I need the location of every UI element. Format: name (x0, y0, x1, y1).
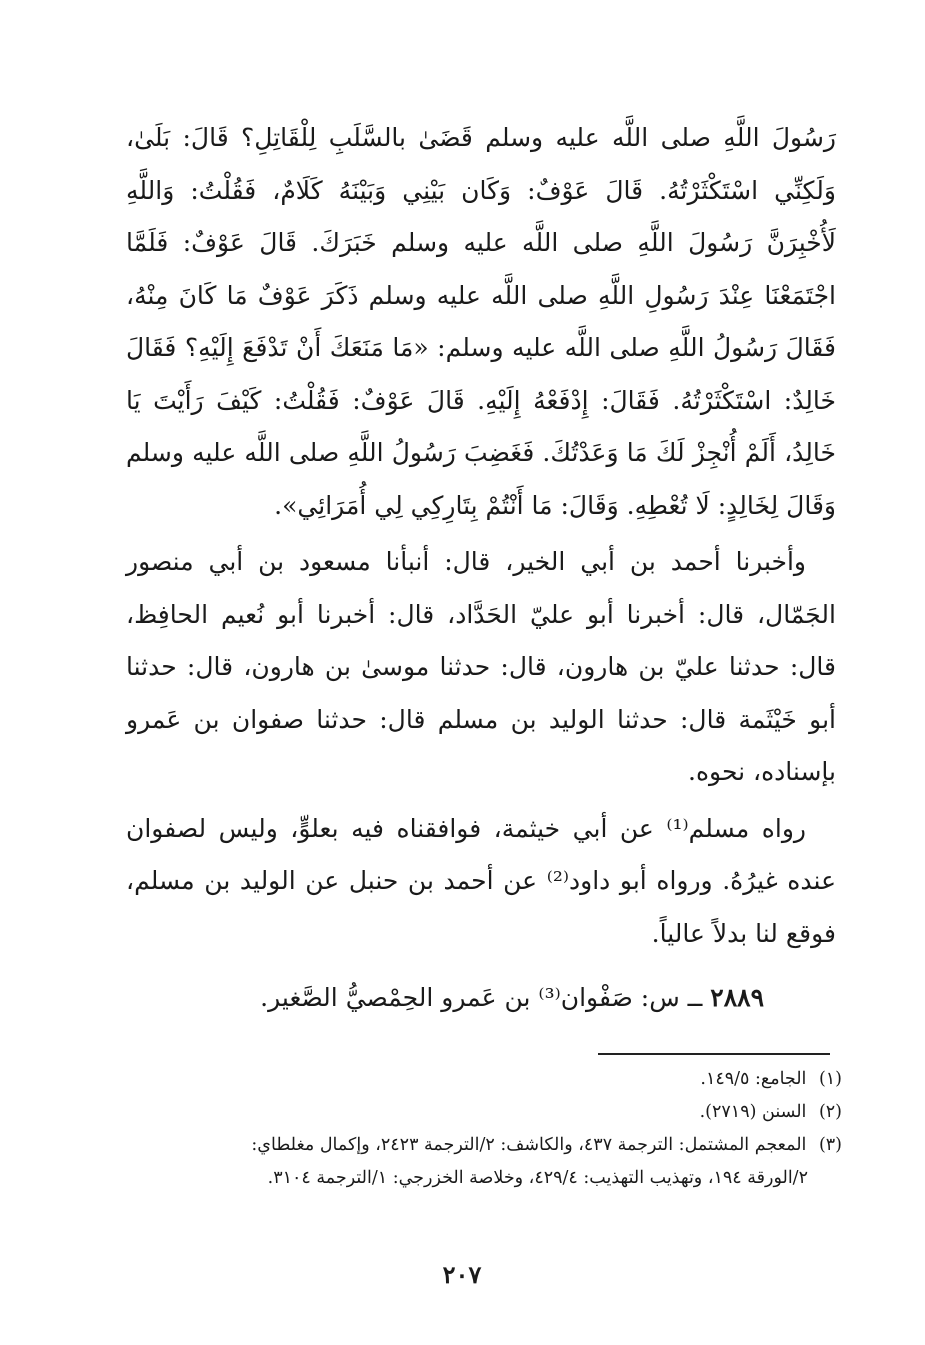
entry-title: ــ س: صَفْوان⁽³⁾ بن عَمرو الحِمْصيُّ الصَّغير. (260, 983, 703, 1012)
main-text (126, 112, 836, 960)
footnote-marker: (١) (818, 1069, 842, 1089)
footnote-marker: (٣) (818, 1135, 842, 1155)
footnote-divider (598, 1053, 830, 1055)
page-number: ٢٠٧ (442, 1260, 482, 1289)
footnotes (126, 1063, 842, 1195)
hadith-paragraph: رَسُولَ اللَّهِ صلى اللَّه عليه وسلم قَضَىٰ بالسَّلَبِ لِلْقَاتِلِ؟ قَالَ: بَلَىٰ، وَلَكِنِّي اسْتَكْثَرْتُهُ. قَالَ عَوْفٌ: وَكَان بَيْنِي وَبَيْنَهُ كَلَامٌ، فَقُلْتُ: وَاللَّهِ لَأُخْبِرَنَّ رَسُولَ اللَّهِ صلى اللَّه عليه وسلم خَبَرَكَ. قَالَ عَوْفٌ: فَلَمَّا اجْتَمَعْنَا عِنْدَ رَسُولِ اللَّهِ صلى اللَّه عليه وسلم ذَكَرَ عَوْفٌ مَا كَانَ مِنْهُ، فَقَالَ رَسُولُ اللَّهِ صلى اللَّه عليه وسلم: «مَا مَنَعَكَ أَنْ تَدْفَعَ إِلَيْهِ؟ فَقَالَ خَالِدٌ: اسْتَكْثَرْتُهُ. فَقَالَ: إِدْفَعْهُ إِلَيْهِ. قَالَ عَوْفٌ: فَقُلْتُ: كَيْفَ رَأَيْتَ يَا خَالِدُ، أَلَمْ أُنْجِزْ لَكَ مَا وَعَدْتُكَ. فَغَضِبَ رَسُولُ اللَّهِ صلى اللَّه عليه وسلم وَقَالَ لِخَالِدٍ: لَا تُعْطِهِ. وَقَالَ: مَا أَنْتُمْ بِتَارِكِي لِي أُمَرَائِي». (126, 123, 836, 520)
footnote-text: المعجم المشتمل: الترجمة ٤٣٧، والكاشف: ٢/الترجمة ٢٤٢٣، وإكمال مغلطاي: (251, 1135, 807, 1155)
footnote-text: السنن (٢٧١٩). (699, 1102, 807, 1122)
footnote-3-continuation: ٢/الورقة ١٩٤، وتهذيب التهذيب: ٤٢٩/٤، وخلاصة الخزرجي: ١/الترجمة ٣١٠٤. (267, 1168, 808, 1188)
footnote-2 (126, 1096, 842, 1129)
isnad-paragraph: وأخبرنا أحمد بن أبي الخير، قال: أنبأنا مسعود بن أبي منصور الجَمّال، قال: أخبرنا أبو عليّ الحَدَّاد، قال: أخبرنا أبو نُعيم الحافِظ، قال: حدثنا عليّ بن هارون، قال: حدثنا موسىٰ بن هارون، قال: حدثنا أبو خَيْثَمة قال: حدثنا الوليد بن مسلم قال: حدثنا صفوان بن عَمرو بإسناده، نحوه. (126, 547, 836, 786)
footnote-3 (126, 1129, 842, 1162)
entry-number: ٢٨٨٩ (710, 983, 764, 1012)
biography-entry-heading (126, 972, 764, 1024)
takhrij-paragraph: رواه مسلم⁽¹⁾ عن أبي خيثمة، فوافقناه فيه بعلوٍّ، وليس لصفوان عنده غيرُهُ. ورواه أبو داود⁽²⁾ عن أحمد بن حنبل عن الوليد بن مسلم، فوقع لنا بدلاً عالياً. (126, 813, 836, 948)
footnote-1 (126, 1063, 842, 1096)
footnote-text: الجامع: ١٤٩/٥. (700, 1069, 807, 1089)
footnote-marker: (٢) (818, 1102, 842, 1122)
